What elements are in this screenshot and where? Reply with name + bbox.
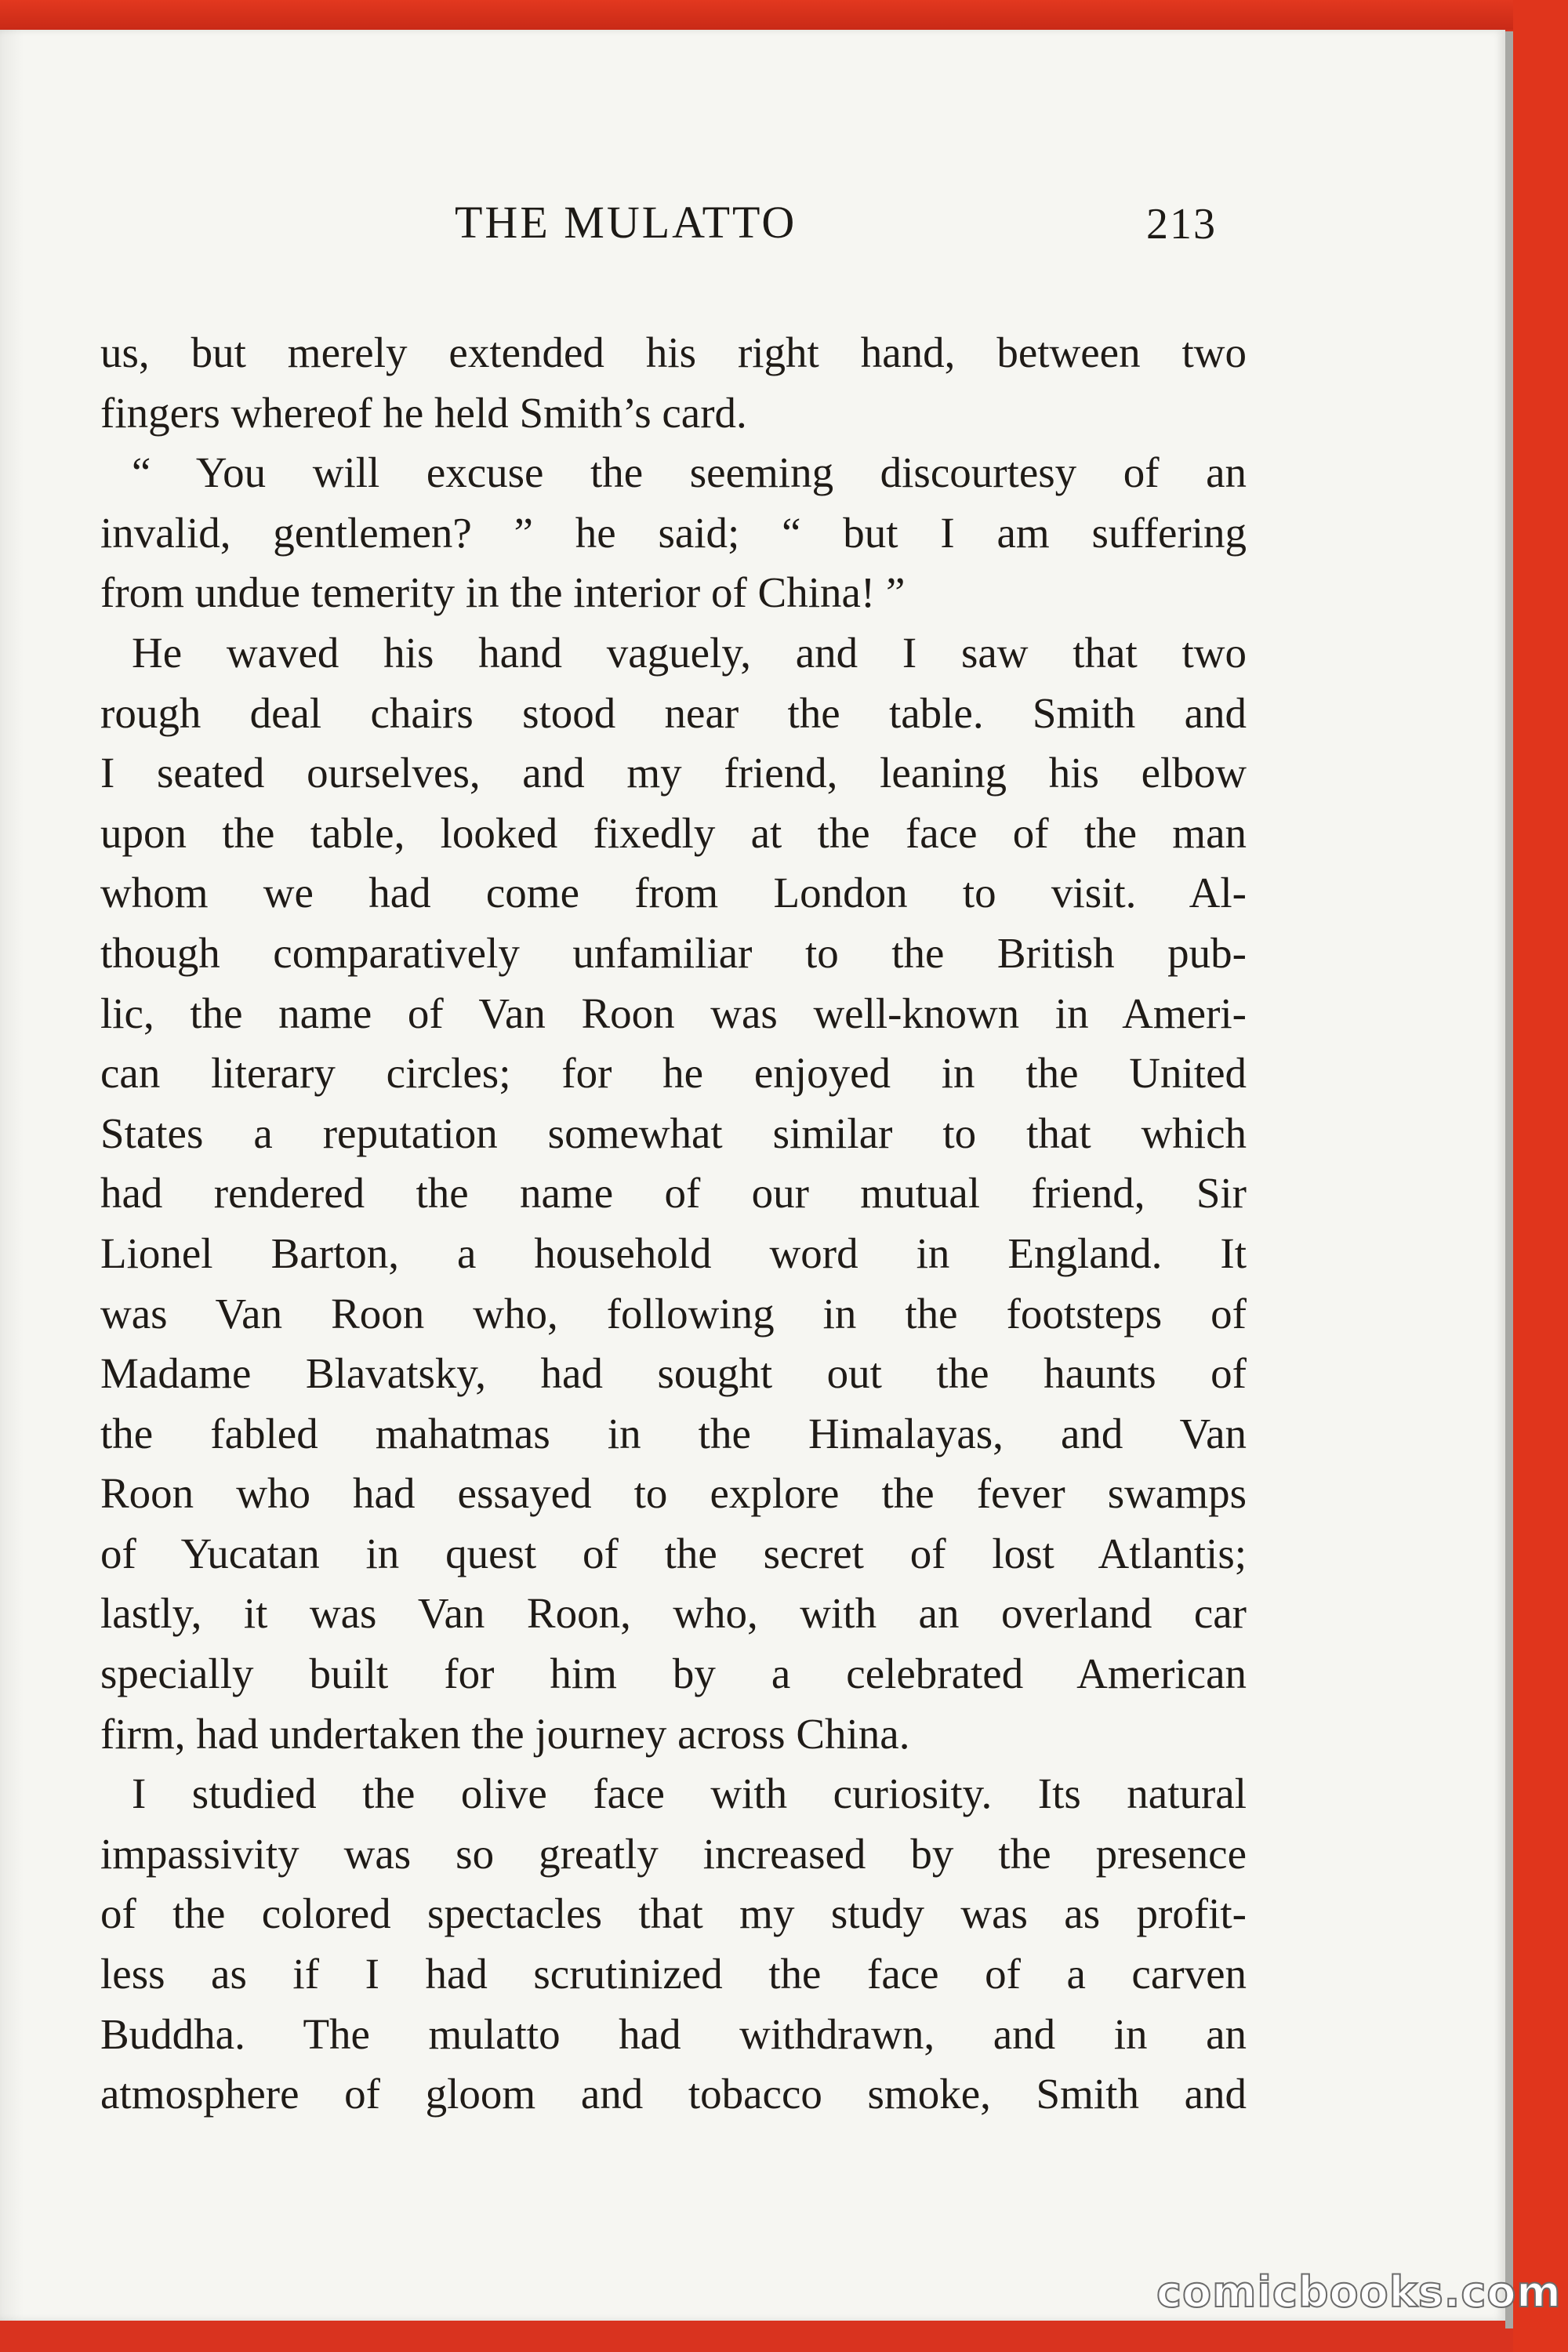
text-line: impassivity was so greatly increased by the presence bbox=[100, 1829, 1247, 1878]
text-line: firm, had undertaken the journey across China. bbox=[100, 1709, 910, 1758]
page-edge-shadow bbox=[1505, 31, 1513, 2328]
text-line: though comparatively unfamiliar to the British pub- bbox=[100, 928, 1247, 977]
text-line: the fabled mahatmas in the Himalayas, and Van bbox=[100, 1409, 1247, 1457]
text-line: He waved his hand vaguely, and I saw that two bbox=[132, 628, 1247, 677]
text-line: Madame Blavatsky, had sought out the haunts of bbox=[100, 1349, 1247, 1398]
body-text bbox=[100, 323, 1247, 2125]
text-line: Roon who had essayed to explore the fever swamps bbox=[100, 1469, 1247, 1518]
text-line: upon the table, looked fixedly at the face of the man bbox=[100, 808, 1247, 857]
watermark-logo: comicbooks.com bbox=[1156, 2267, 1562, 2317]
text-line: specially built for him by a celebrated American bbox=[100, 1650, 1247, 1698]
spine-shadow bbox=[0, 30, 24, 2321]
book-page bbox=[0, 30, 1505, 2321]
text-line: fingers whereof he held Smith’s card. bbox=[100, 388, 747, 437]
text-line: was Van Roon who, following in the footsteps of bbox=[100, 1289, 1247, 1338]
text-line: us, but merely extended his right hand, between two bbox=[100, 328, 1247, 376]
text-line: lastly, it was Van Roon, who, with an overland car bbox=[100, 1589, 1247, 1638]
text-line: from undue temerity in the interior of China! ” bbox=[100, 568, 906, 617]
text-line: I studied the olive face with curiosity. Its natural bbox=[132, 1769, 1247, 1818]
page-number: 213 bbox=[1146, 200, 1217, 249]
text-line: Lionel Barton, a household word in England. It bbox=[100, 1229, 1247, 1277]
text-line: invalid, gentlemen? ” he said; “ but I am suffering bbox=[100, 508, 1247, 557]
text-line: States a reputation somewhat similar to that which bbox=[100, 1109, 1247, 1157]
text-line: “ You will excuse the seeming discourtesy of an bbox=[132, 448, 1247, 497]
text-line: less as if I had scrutinized the face of a carven bbox=[100, 1950, 1247, 1998]
text-line: can literary circles; for he enjoyed in the United bbox=[100, 1049, 1247, 1098]
text-line: whom we had come from London to visit. Al- bbox=[100, 869, 1247, 917]
running-head bbox=[0, 196, 1505, 259]
red-frame-right bbox=[1513, 0, 1568, 2352]
text-line: of the colored spectacles that my study was as profit- bbox=[100, 1889, 1247, 1938]
text-line: rough deal chairs stood near the table. Smith and bbox=[100, 688, 1247, 737]
text-line: had rendered the name of our mutual friend, Sir bbox=[100, 1169, 1247, 1218]
running-title: THE MULATTO bbox=[455, 197, 797, 248]
red-frame-top bbox=[0, 0, 1568, 30]
text-line: atmosphere of gloom and tobacco smoke, Smith and bbox=[100, 2070, 1247, 2118]
text-line: I seated ourselves, and my friend, leaning his elbow bbox=[100, 749, 1247, 797]
text-line: lic, the name of Van Roon was well-known in Ameri- bbox=[100, 989, 1247, 1037]
text-line: of Yucatan in quest of the secret of lost Atlantis; bbox=[100, 1529, 1247, 1577]
text-line: Buddha. The mulatto had withdrawn, and in an bbox=[100, 2009, 1247, 2058]
